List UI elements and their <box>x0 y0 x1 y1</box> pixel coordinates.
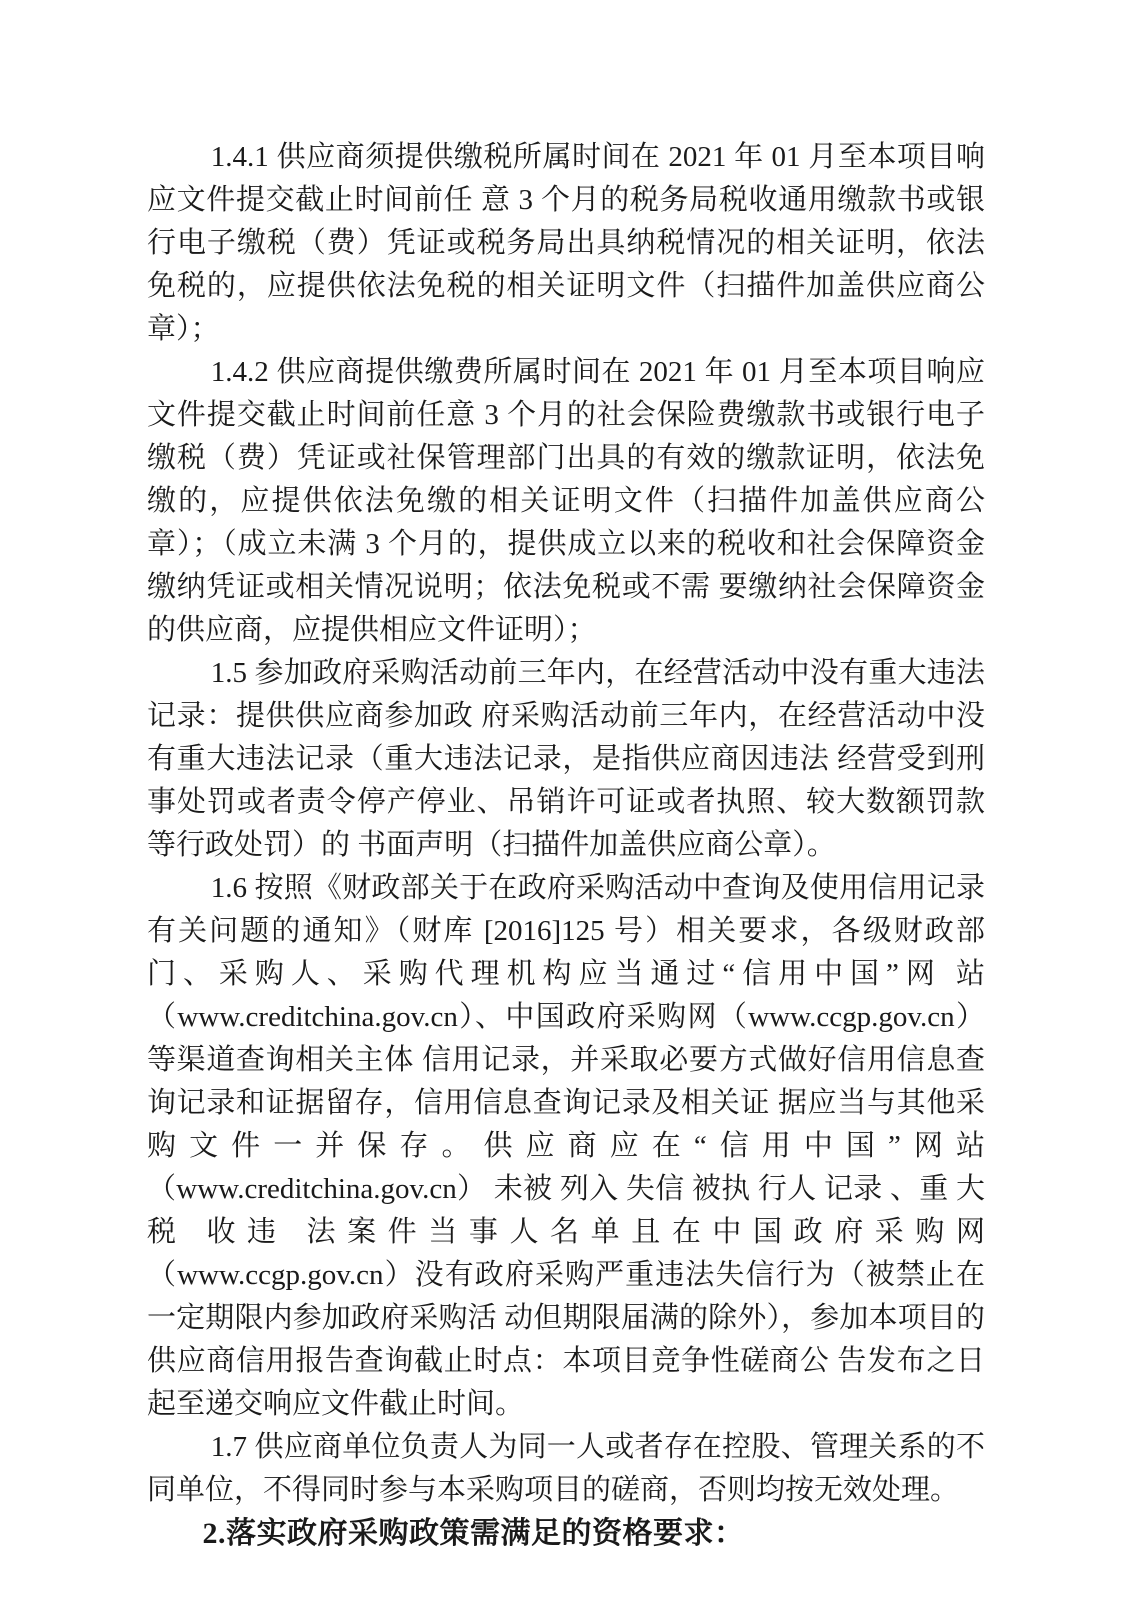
paragraph-clause-1-7: 1.7 供应商单位负责人为同一人或者存在控股、管理关系的不同单位，不得同时参与本采购项目的磋商，否则均按无效处理。 <box>147 1431 985 1506</box>
paragraph-clause-1-5: 1.5 参加政府采购活动前三年内，在经营活动中没有重大违法记录：提供供应商参加政 府采购活动前三年内，在经营活动中没有重大违法记录（重大违法记录，是指供应商因违法 经营受到刑事处罚或者责令停产停业、吊销许可证或者执照、较大数额罚款等行政处罚）的 书面声明（扫描件加盖供应商公章）。 <box>147 657 985 861</box>
paragraph-clause-1-6: 1.6 按照《财政部关于在政府采购活动中查询及使用信用记录有关问题的通知》（财库 [2016]125 号）相关要求，各级财政部门、采购人、采购代理机构应当通过“信用中国”网 站（www.creditchina.gov.cn）、中国政府采购网（www.ccgp.gov.cn）等渠道查询相关主体 信用记录，并采取必要方式做好信用信息查询记录和证据留存，信用信息查询记录及相关证 据应当与其他采购文件一并保存。供应商应在“信用中国”网站（www.creditchina.gov.cn） 未被 列入 失信 被执 行人 记录 、重 大税 收违 法案件当事人名单且在中国政府采购网 （www.ccgp.gov.cn）没有政府采购严重违法失信行为（被禁止在一定期限内参加政府采购活 动但期限届满的除外），参加本项目的供应商信用报告查询截止时点：本项目竞争性磋商公 告发布之日起至递交响应文件截止时间。 <box>147 872 985 1420</box>
paragraph-clause-1-4-2: 1.4.2 供应商提供缴费所属时间在 2021 年 01 月至本项目响应文件提交截止时间前任意 3 个月的社会保险费缴款书或银行电子缴税（费）凭证或社保管理部门出具的有效的缴款证明，依法免缴的，应提供依法免缴的相关证明文件（扫描件加盖供应商公章）；（成立未满 3 个月的，提供成立以来的税收和社会保障资金缴纳凭证或相关情况说明；依法免税或不需 要缴纳社会保障资金的供应商，应提供相应文件证明）； <box>147 356 985 646</box>
document-body <box>147 136 985 1555</box>
section-heading-2: 2.落实政府采购政策需满足的资格要求： <box>202 1517 745 1550</box>
paragraph-clause-1-4-1: 1.4.1 供应商须提供缴税所属时间在 2021 年 01 月至本项目响应文件提交截止时间前任 意 3 个月的税务局税收通用缴款书或银行电子缴税（费）凭证或税务局出具纳税情况的相关证明，依法免税的，应提供依法免税的相关证明文件（扫描件加盖供应商公章）； <box>147 141 985 345</box>
